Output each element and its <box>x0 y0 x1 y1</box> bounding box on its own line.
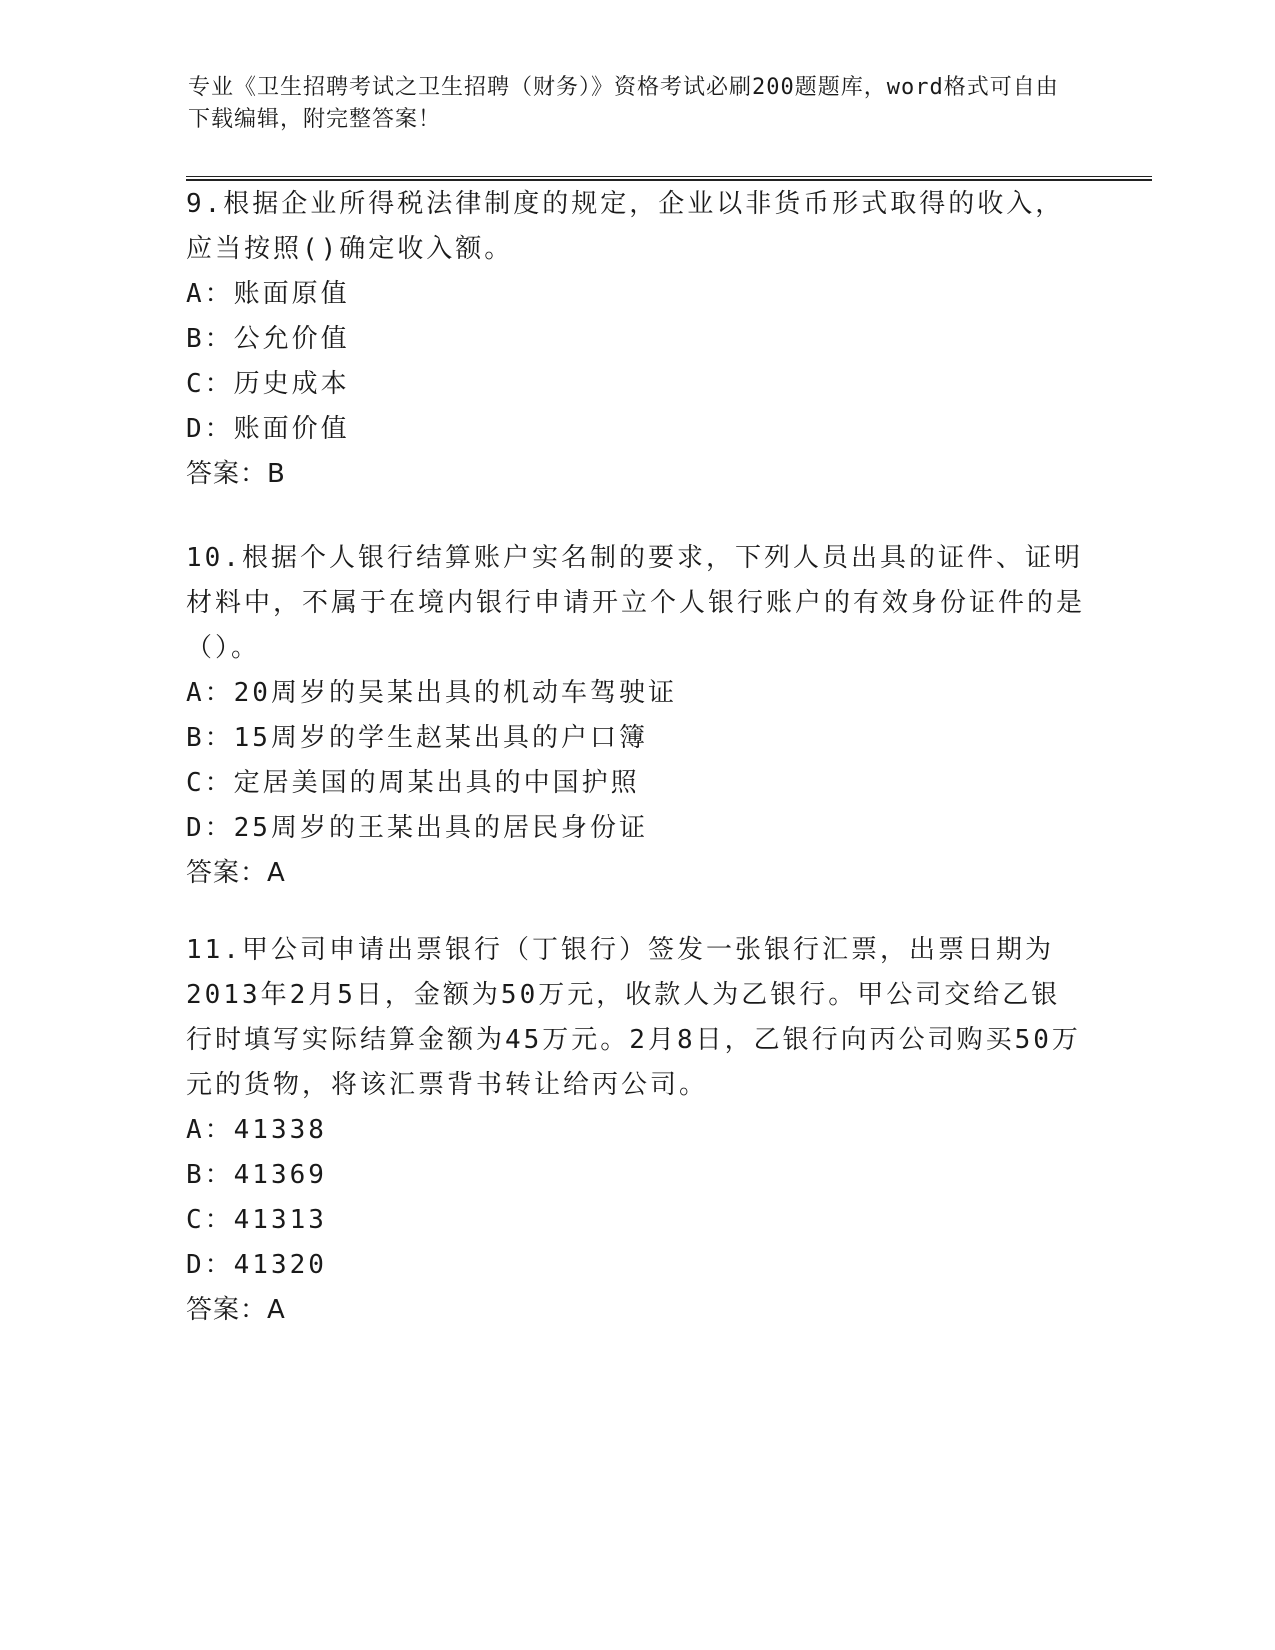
option-text: 41320 <box>233 1250 327 1280</box>
option-text: 25周岁的王某出具的居民身份证 <box>233 813 648 843</box>
option-key: D： <box>186 1250 234 1280</box>
option-text: 定居美国的周某出具的中国护照 <box>233 768 640 798</box>
question-stem: 9.根据企业所得税法律制度的规定，企业以非货币形式取得的收入，应当按照()确定收入额。 <box>186 189 1065 264</box>
option-key: D： <box>186 813 234 843</box>
question-11 <box>186 928 1086 1333</box>
option-text: 账面原值 <box>233 279 350 309</box>
option-d <box>186 806 1086 851</box>
option-text: 公允价值 <box>233 324 350 354</box>
option-a <box>186 272 1086 317</box>
option-c <box>186 761 1086 806</box>
option-text: 账面价值 <box>233 414 350 444</box>
option-text: 41313 <box>233 1205 327 1235</box>
option-text: 41369 <box>233 1160 327 1190</box>
option-d <box>186 1243 1086 1288</box>
option-a <box>186 671 1086 716</box>
option-b <box>186 716 1086 761</box>
option-key: C： <box>186 369 234 399</box>
option-b <box>186 317 1086 362</box>
header-divider <box>186 176 1152 181</box>
option-key: A： <box>186 279 234 309</box>
option-c <box>186 1198 1086 1243</box>
option-key: B： <box>186 1160 234 1190</box>
option-text: 历史成本 <box>233 369 350 399</box>
option-text: 15周岁的学生赵某出具的户口簿 <box>233 723 648 753</box>
answer-label: 答案：A <box>186 858 286 888</box>
option-key: C： <box>186 768 234 798</box>
answer-label: 答案：B <box>186 459 286 489</box>
option-key: A： <box>186 678 234 708</box>
option-b <box>186 1153 1086 1198</box>
option-text: 41338 <box>233 1115 327 1145</box>
document-header: 专业《卫生招聘考试之卫生招聘（财务）》资格考试必刷200题题库，word格式可自由下载编辑，附完整答案！ <box>188 75 1059 132</box>
option-d <box>186 407 1086 452</box>
option-key: C： <box>186 1205 234 1235</box>
option-key: B： <box>186 723 234 753</box>
option-key: A： <box>186 1115 234 1145</box>
question-9 <box>186 182 1086 497</box>
question-stem: 11.甲公司申请出票银行（丁银行）签发一张银行汇票，出票日期为2013年2月5日，金额为50万元，收款人为乙银行。甲公司交给乙银行时填写实际结算金额为45万元。2月8日，乙银行向丙公司购买50万元的货物，将该汇票背书转让给丙公司。 <box>186 935 1081 1100</box>
option-key: D： <box>186 414 234 444</box>
question-stem: 10.根据个人银行结算账户实名制的要求，下列人员出具的证件、证明材料中，不属于在境内银行申请开立个人银行账户的有效身份证件的是（）。 <box>186 543 1086 663</box>
option-text: 20周岁的吴某出具的机动车驾驶证 <box>233 678 677 708</box>
question-10 <box>186 536 1086 896</box>
option-a <box>186 1108 1086 1153</box>
option-c <box>186 362 1086 407</box>
option-key: B： <box>186 324 234 354</box>
answer-label: 答案：A <box>186 1295 286 1325</box>
